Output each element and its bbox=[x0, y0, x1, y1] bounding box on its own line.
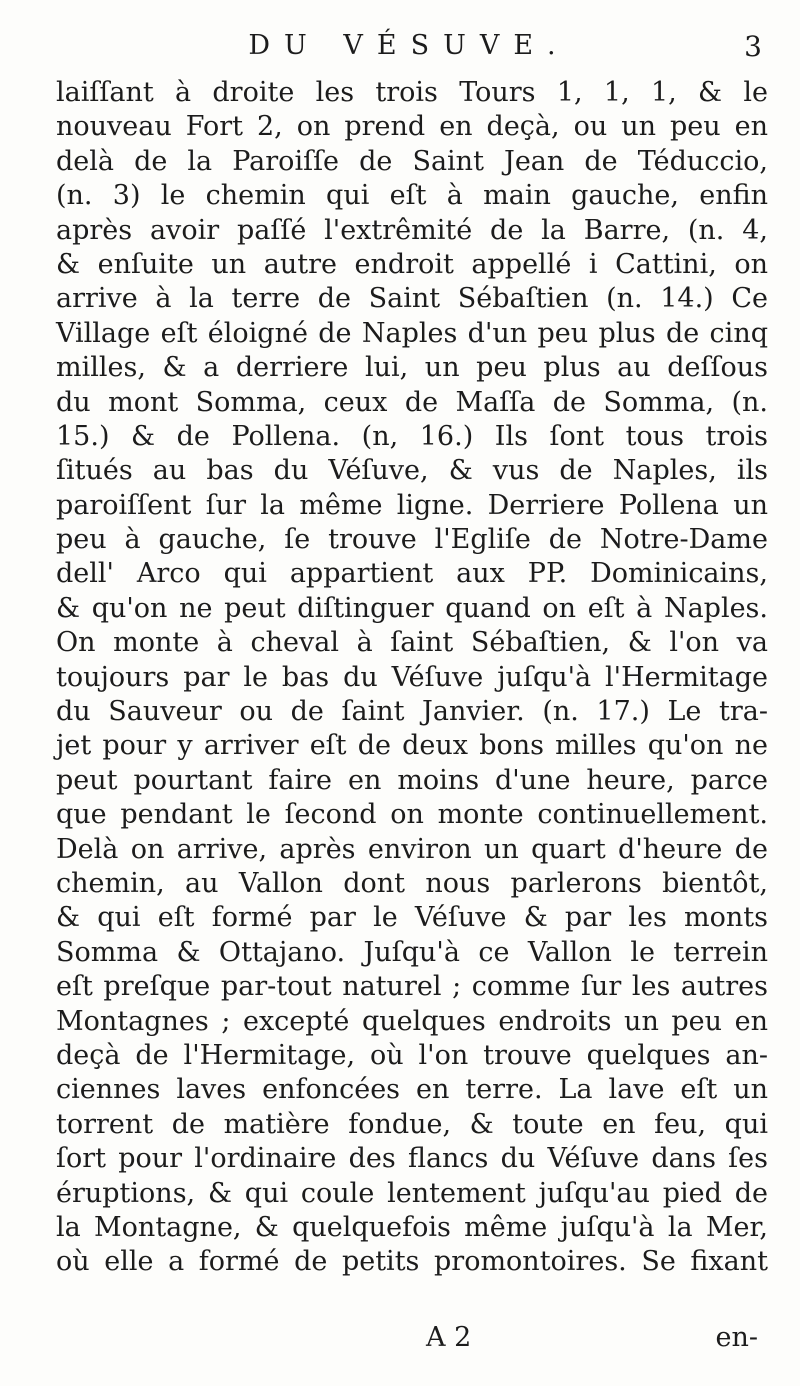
text-line: delà de la Paroiſſe de Saint Jean de Téduccio, bbox=[56, 145, 768, 177]
text-line: ciennes laves enfoncées en terre. La lave eſt un bbox=[56, 1074, 768, 1106]
running-head bbox=[56, 30, 762, 76]
text-line: laiſſant à droite les trois Tours 1, 1, 1, & le bbox=[56, 77, 768, 108]
text-line: On monte à cheval à ſaint Sébaſtien, & l'on va bbox=[56, 627, 768, 659]
text-line: arrive à la terre de Saint Sébaſtien (n. 14.) Ce bbox=[56, 283, 768, 315]
text-line: éruptions, & qui coule lentement juſqu'au pied de bbox=[56, 1177, 768, 1209]
text-line: deçà de l'Hermitage, où l'on trouve quelques an- bbox=[56, 1039, 768, 1071]
text-line: torrent de matière fondue, & toute en feu, qui bbox=[56, 1108, 768, 1140]
text-line: 15.) & de Pollena. (n, 16.) Ils ſont tous trois bbox=[56, 420, 768, 452]
text-line: Somma & Ottajano. Juſqu'à ce Vallon le terrein bbox=[56, 936, 768, 968]
text-line: & enſuite un autre endroit appellé i Cattini, on bbox=[56, 248, 768, 280]
body-text bbox=[56, 76, 768, 1280]
text-line: milles, & a derriere lui, un peu plus au deſſous bbox=[56, 352, 768, 384]
text-line: & qu'on ne peut diſtinguer quand on eſt à Naples. bbox=[56, 592, 768, 624]
text-line: après avoir paſſé l'extrêmité de la Barre, (n. 4, bbox=[56, 214, 768, 246]
text-line: Montagnes ; excepté quelques endroits un peu en bbox=[56, 1005, 768, 1037]
text-line: que pendant le ſecond on monte continuellement. bbox=[56, 799, 768, 831]
text-line: du Sauveur ou de ſaint Janvier. (n. 17.) Le tra- bbox=[56, 696, 768, 728]
text-line: jet pour y arriver eſt de deux bons milles qu'on ne bbox=[56, 730, 768, 762]
text-line: peut pourtant faire en moins d'une heure, parce bbox=[56, 764, 768, 796]
text-line: ſitués au bas du Véſuve, & vus de Naples, ils bbox=[56, 455, 768, 487]
page-number: 3 bbox=[744, 30, 762, 63]
text-line: & qui eſt formé par le Véſuve & par les monts bbox=[56, 902, 768, 934]
text-line: Village eſt éloigné de Naples d'un peu plus de cinq bbox=[56, 317, 768, 349]
text-line: peu à gauche, ſe trouve l'Egliſe de Notre-Dame bbox=[56, 524, 768, 556]
text-line: (n. 3) le chemin qui eſt à main gauche, enfin bbox=[56, 180, 768, 212]
text-line: chemin, au Vallon dont nous parlerons bientôt, bbox=[56, 867, 768, 899]
text-line: ſort pour l'ordinaire des flancs du Véſuve dans ſes bbox=[56, 1143, 768, 1175]
text-line: Delà on arrive, après environ un quart d'heure de bbox=[56, 833, 768, 865]
page-footer bbox=[56, 1322, 768, 1362]
text-line: du mont Somma, ceux de Maſſa de Somma, (n. bbox=[56, 386, 768, 418]
text-line: nouveau Fort 2, on prend en deçà, ou un peu en bbox=[56, 111, 768, 143]
text-line: où elle a formé de petits promontoires. Se fixant bbox=[56, 1246, 768, 1278]
text-line: dell' Arco qui appartient aux PP. Dominicains, bbox=[56, 558, 768, 590]
text-line: la Montagne, & quelquefois même juſqu'à la Mer, bbox=[56, 1211, 768, 1243]
signature-mark: A 2 bbox=[426, 1322, 472, 1353]
text-line: paroiſſent ſur la même ligne. Derriere Pollena un bbox=[56, 489, 768, 521]
text-line: eſt preſque par-tout naturel ; comme ſur les autres bbox=[56, 971, 768, 1003]
text-line: toujours par le bas du Véſuve juſqu'à l'Hermitage bbox=[56, 661, 768, 693]
running-title: DU VÉSUVE. bbox=[248, 30, 570, 61]
catchword: en- bbox=[715, 1322, 758, 1353]
